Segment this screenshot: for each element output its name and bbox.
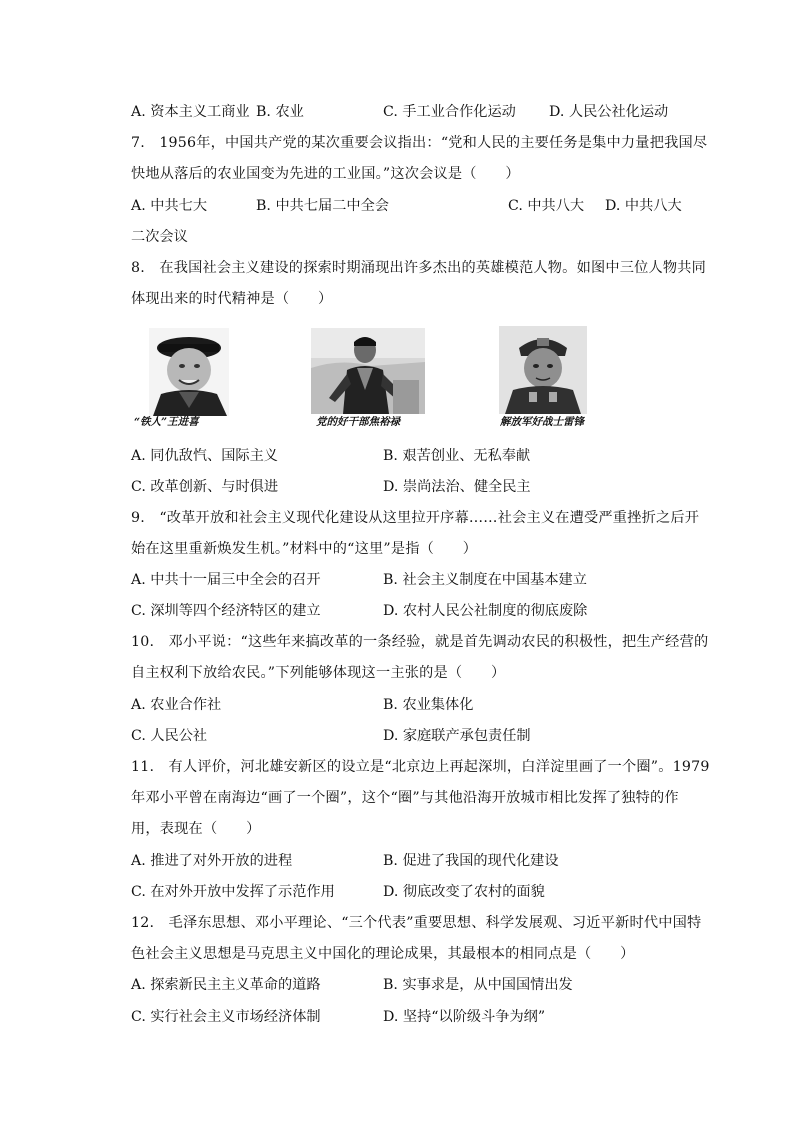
caption-jiao-yulu: 党的好干部焦裕禄 — [316, 416, 400, 428]
q10-option-d: D. 家庭联产承包责任制 — [383, 728, 531, 744]
q8-option-c: C. 改革创新、与时俱进 — [131, 479, 279, 495]
q10-stem-line1: 10. 邓小平说：“这些年来搞改革的一条经验，就是首先调动农民的积极性，把生产经营的 — [131, 634, 709, 650]
q7-option-d-continued: 二次会议 — [131, 229, 188, 245]
q9-stem-line1: 9. “改革开放和社会主义现代化建设从这里拉开序幕……社会主义在遭受严重挫折之后开 — [131, 510, 700, 526]
q11-option-c: C. 在对外开放中发挥了示范作用 — [131, 884, 335, 900]
photo-jiao-yulu — [311, 328, 425, 414]
q9-option-c: C. 深圳等四个经济特区的建立 — [131, 603, 321, 619]
q12-option-b: B. 实事求是，从中国国情出发 — [383, 977, 573, 993]
q7-option-c: C. 中共八大 — [508, 198, 585, 214]
q7-option-b: B. 中共七届二中全会 — [256, 198, 389, 214]
q8-option-b: B. 艰苦创业、无私奉献 — [383, 448, 531, 464]
q10-stem-line2: 自主权利下放给农民。”下列能够体现这一主张的是（ ） — [131, 665, 506, 681]
q9-option-a: A. 中共十一届三中全会的召开 — [131, 572, 321, 588]
q12-option-a: A. 探索新民主主义革命的道路 — [131, 977, 321, 993]
q6-option-a: A. 资本主义工商业 — [131, 104, 250, 120]
q6-option-b: B. 农业 — [256, 104, 304, 120]
q8-stem-line1: 8. 在我国社会主义建设的探索时期涌现出许多杰出的英雄模范人物。如图中三位人物共同 — [131, 260, 707, 276]
photo-wang-jinxi — [149, 328, 229, 416]
q9-option-b: B. 社会主义制度在中国基本建立 — [383, 572, 587, 588]
q12-stem-line2: 色社会主义思想是马克思主义中国化的理论成果，其最根本的相同点是（ ） — [131, 946, 635, 962]
q10-option-b: B. 农业集体化 — [383, 697, 474, 713]
q8-option-a: A. 同仇敌忾、国际主义 — [131, 448, 278, 464]
q11-stem-line3: 用，表现在（ ） — [131, 821, 261, 837]
q10-option-c: C. 人民公社 — [131, 728, 208, 744]
q11-option-d: D. 彻底改变了农村的面貌 — [383, 884, 545, 900]
q12-option-d: D. 坚持“以阶级斗争为纲” — [383, 1009, 546, 1025]
q10-option-a: A. 农业合作社 — [131, 697, 222, 713]
q7-option-a: A. 中共七大 — [131, 198, 208, 214]
q6-option-d: D. 人民公社化运动 — [549, 104, 669, 120]
q12-stem-line1: 12. 毛泽东思想、邓小平理论、“三个代表”重要思想、科学发展观、习近平新时代中国特 — [131, 915, 702, 931]
q11-stem-line1: 11. 有人评价，河北雄安新区的设立是“北京边上再起深圳，白洋淀里画了一个圈”。1979 — [131, 759, 710, 775]
q6-option-c: C. 手工业合作化运动 — [383, 104, 516, 120]
q11-option-b: B. 促进了我国的现代化建设 — [383, 853, 559, 869]
q7-option-d: D. 中共八大 — [605, 198, 682, 214]
q11-option-a: A. 推进了对外开放的进程 — [131, 853, 293, 869]
q8-stem-line2: 体现出来的时代精神是（ ） — [131, 291, 333, 307]
q9-option-d: D. 农村人民公社制度的彻底废除 — [383, 603, 588, 619]
q12-option-c: C. 实行社会主义市场经济体制 — [131, 1009, 321, 1025]
caption-wang-jinxi: “铁人”王进喜 — [134, 416, 199, 428]
q11-stem-line2: 年邓小平曾在南海边“画了一个圈”，这个“圈”与其他沿海开放城市相比发挥了独特的作 — [131, 790, 679, 806]
caption-lei-feng: 解放军好战士雷锋 — [500, 416, 584, 428]
q7-stem-line1: 7. 1956年，中国共产党的某次重要会议指出：“党和人民的主要任务是集中力量把我国尽 — [131, 135, 708, 151]
q7-stem-line2: 快地从落后的农业国变为先进的工业国。”这次会议是（ ） — [131, 166, 520, 182]
q8-option-d: D. 崇尚法治、健全民主 — [383, 479, 531, 495]
q9-stem-line2: 始在这里重新焕发生机。”材料中的“这里”是指（ ） — [131, 541, 478, 557]
photo-lei-feng — [499, 326, 587, 414]
